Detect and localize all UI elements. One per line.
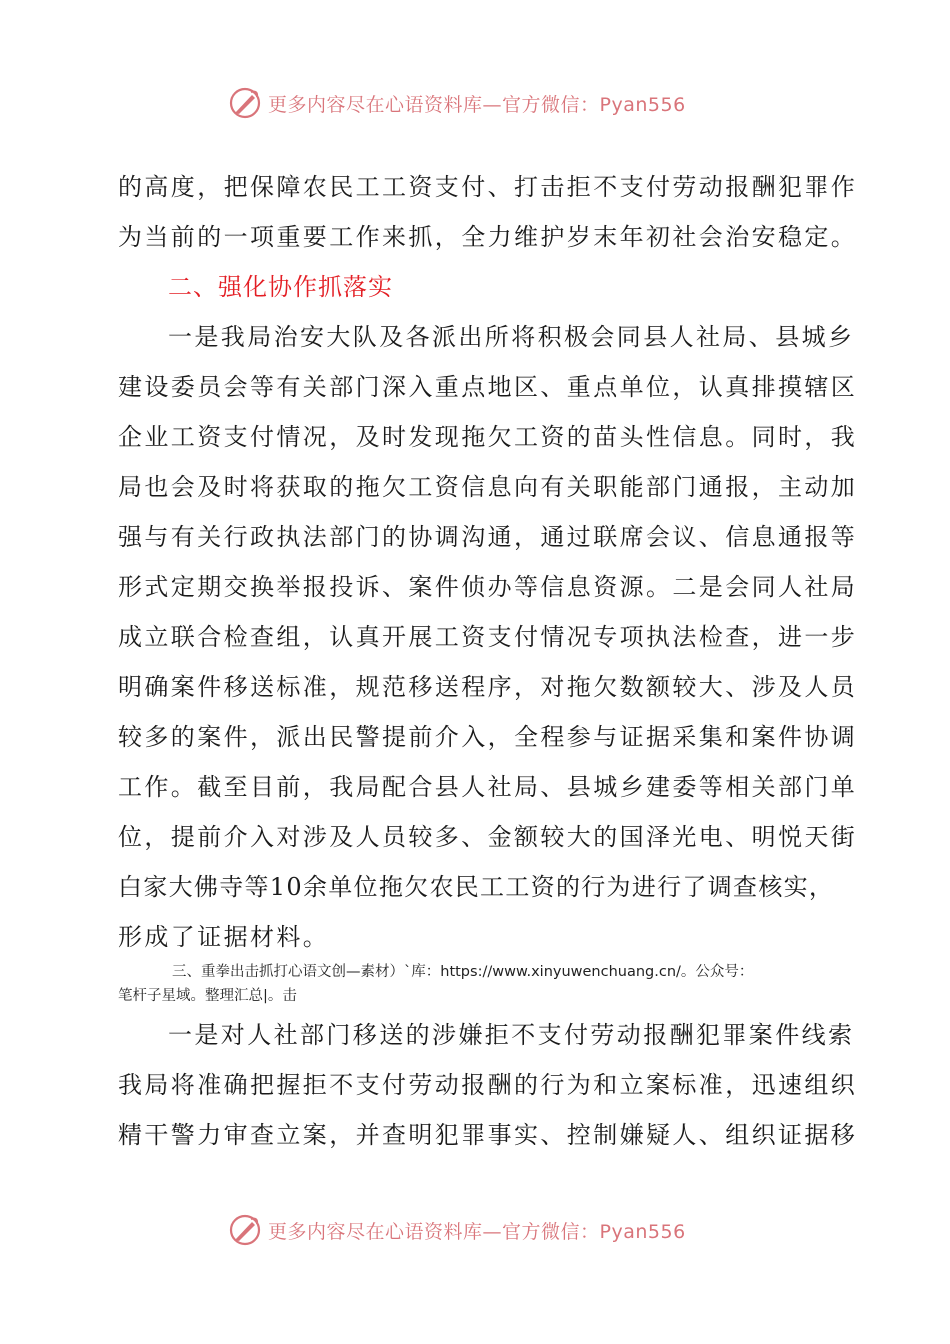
paragraph-line: 局也会及时将获取的拖欠工资信息向有关职能部门通报，主动加 bbox=[118, 473, 858, 501]
paragraph-line: 白家大佛寺等10余单位拖欠农民工工资的行为进行了调查核实， bbox=[118, 873, 835, 901]
paragraph-line: 强与有关行政执法部门的协调沟通，通过联席会议、信息通报等 bbox=[118, 523, 858, 551]
body-line: 为当前的一项重要工作来抓，全力维护岁末年初社会治安稳定。 bbox=[118, 223, 858, 251]
paragraph-line: 明确案件移送标准，规范移送程序，对拖欠数额较大、涉及人员 bbox=[118, 673, 858, 701]
paragraph-line: 精干警力审查立案，并查明犯罪事实、控制嫌疑人、组织证据移 bbox=[118, 1121, 858, 1149]
section-heading-3-note-cont: 笔杆子星域。整理汇总|。击 bbox=[118, 988, 297, 1004]
body-line: 的高度，把保障农民工工资支付、打击拒不支付劳动报酬犯罪作 bbox=[118, 173, 858, 201]
paragraph-line: 工作。截至目前，我局配合县人社局、县城乡建委等相关部门单 bbox=[118, 773, 858, 801]
paragraph-line: 位，提前介入对涉及人员较多、金额较大的国泽光电、明悦天街 bbox=[118, 823, 858, 851]
paragraph-line: 形成了证据材料。 bbox=[118, 923, 330, 951]
paragraph-line: 成立联合检查组，认真开展工资支付情况专项执法检查，进一步 bbox=[118, 623, 858, 651]
paragraph-line: 一是我局治安大队及各派出所将积极会同县人社局、县城乡 bbox=[168, 323, 855, 351]
watermark-text: 更多内容尽在心语资料库—官方微信：Pyan556 bbox=[268, 93, 686, 116]
paragraph-line: 建设委员会等有关部门深入重点地区、重点单位，认真排摸辖区 bbox=[118, 373, 858, 401]
wechat-id: Pyan556 bbox=[599, 1220, 686, 1243]
paragraph-line: 形式定期交换举报投诉、案件侦办等信息资源。二是会同人社局 bbox=[118, 573, 858, 601]
section-heading-2: 二、强化协作抓落实 bbox=[168, 273, 393, 301]
paragraph-line: 我局将准确把握拒不支付劳动报酬的行为和立案标准，迅速组织 bbox=[118, 1071, 858, 1099]
watermark-banner-bottom bbox=[228, 1210, 686, 1250]
watermark-banner-top bbox=[228, 83, 686, 123]
watermark-text: 更多内容尽在心语资料库—官方微信：Pyan556 bbox=[268, 1220, 686, 1243]
paragraph-line: 企业工资支付情况，及时发现拖欠工资的苗头性信息。同时，我 bbox=[118, 423, 858, 451]
quill-logo-icon bbox=[228, 86, 262, 120]
section-heading-3-note: 三、重拳出击抓打心语文创—素材）`库：https://www.xinyuwenchuang.cn/。公众号： bbox=[172, 964, 754, 980]
paragraph-line: 较多的案件，派出民警提前介入，全程参与证据采集和案件协调 bbox=[118, 723, 858, 751]
quill-logo-icon bbox=[228, 1213, 262, 1247]
wechat-id: Pyan556 bbox=[599, 93, 686, 116]
paragraph-line: 一是对人社部门移送的涉嫌拒不支付劳动报酬犯罪案件线索 bbox=[168, 1021, 855, 1049]
